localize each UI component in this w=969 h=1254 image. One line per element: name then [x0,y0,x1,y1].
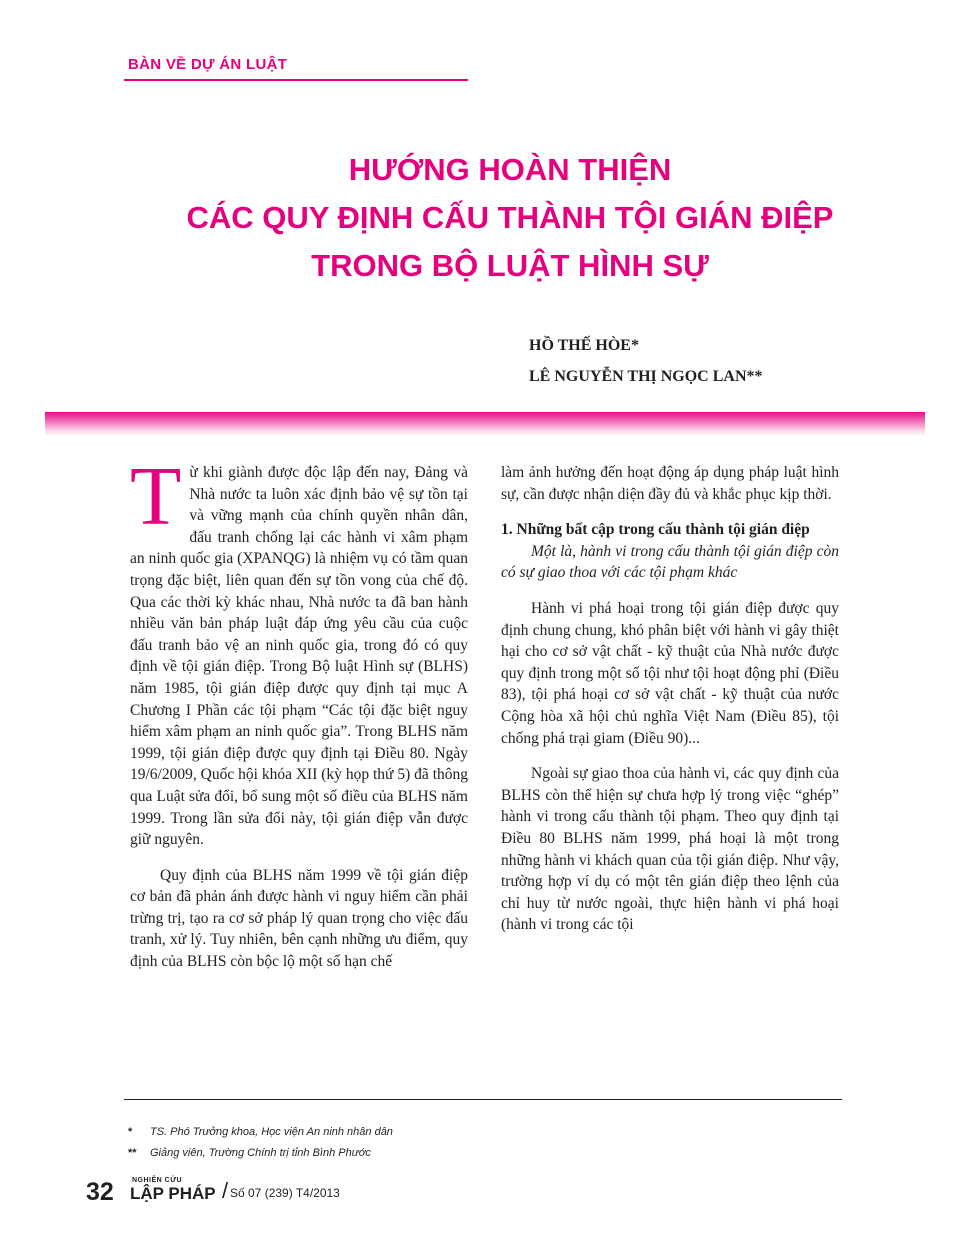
section-heading: 1. Những bất cập trong cấu thành tội gián điệp [501,521,810,539]
title-line-2: CÁC QUY ĐỊNH CẤU THÀNH TỘI GIÁN ĐIỆP [186,200,834,235]
left-column [130,450,468,973]
footnote-mark: ** [128,1147,137,1159]
sub-heading: Một là, hành vi trong cấu thành tội gián điệp còn có sự giao thoa với các tội phạm khác [501,542,839,582]
paragraph: Hành vi phá hoại trong tội gián điệp được quy định chung chung, khó phân biệt với hành vi gây thiệt hại cho cơ sở vật chất - kỹ thuật của Nhà nước được quy định trong một số tội như tội hoạt động phỉ (Điều 83), tội phá hoại cơ sở vật chất - kỹ thuật của nước Cộng hòa xã hội chủ nghĩa Việt Nam (Điều 85), tội chống phá trại giam (Điều 90)... [501,599,839,747]
paragraph: Ngoài sự giao thoa của hành vi, các quy định của BLHS còn thể hiện sự chưa hợp lý trong việc “ghép” hành vi trong cấu thành tội phạm. Theo quy định tại Điều 80 BLHS năm 1999, phá hoại là một trong những hành vi khách quan của tội gián điệp. Như vậy, trường hợp ví dụ có một tên gián điệp theo lệnh của chỉ huy từ nước ngoài, thực hiện hành vi phá hoại (hành vi trong các tội [501,765,839,934]
footnote-2 [128,1143,393,1164]
footnote-text: Giảng viên, Trường Chính trị tỉnh Bình Phước [150,1147,371,1159]
page-number: 32 [86,1178,114,1206]
author-1: HỒ THẾ HÒE* [529,337,639,354]
journal-name: LẬP PHÁP [130,1184,216,1203]
dropcap: T [130,450,182,543]
footnotes [128,1122,393,1164]
title-line-1: HƯỚNG HOÀN THIỆN [348,152,672,187]
title-line-3: TRONG BỘ LUẬT HÌNH SỰ [311,248,709,283]
footnote-text: TS. Phó Trưởng khoa, Học viện An ninh nhân dân [150,1126,393,1138]
article-title [120,146,900,290]
journal-logo [130,1176,216,1203]
author-2: LÊ NGUYỄN THỊ NGỌC LAN** [529,368,763,385]
footnote-1 [128,1122,393,1143]
right-column [501,462,839,936]
footnote-rule [124,1099,842,1100]
authors [529,330,763,392]
issue-info: Số 07 (239) T4/2013 [230,1186,340,1200]
pink-divider-band [45,412,925,436]
paragraph: Quy định của BLHS năm 1999 về tội gián điệp cơ bản đã phản ánh được hành vi nguy hiểm cần phải trừng trị, tạo ra cơ sở pháp lý quan trọng cho việc đấu tranh, xử lý. Tuy nhiên, bên cạnh những ưu điểm, quy định của BLHS còn bộc lộ một số hạn chế [130,866,468,971]
intro-text: ừ khi giành được độc lập đến nay, Đảng và Nhà nước ta luôn xác định bảo vệ sự tồn tại và vững mạnh của chính quyền nhân dân, đấu tranh chống lại các hành vi xâm phạm an ninh quốc gia (XPANQG) là nhiệm vụ có tầm quan trọng đặc biệt, liên quan đến sự tồn vong của chế độ. Qua các thời kỳ khác nhau, Nhà nước ta đã ban hành nhiều văn bản pháp luật đáp ứng yêu cầu của cuộc đấu tranh bảo vệ an ninh quốc gia, trong đó có quy định về tội gián điệp. Trong Bộ luật Hình sự (BLHS) năm 1985, tội gián điệp được quy định tại mục A Chương I Phần các tội phạm “Các tội đặc biệt nguy hiểm xâm phạm an ninh quốc gia”. Trong BLHS năm 1999, tội gián điệp được quy định tại Điều 80. Ngày 19/6/2009, Quốc hội khóa XII (kỳ họp thứ 5) đã thông qua Luật sửa đổi, bổ sung một số điều của BLHS năm 1999. Trong lần sửa đổi này, tội gián điệp vẫn được giữ nguyên. [130,464,468,849]
journal-small-label: NGHIÊN CỨU [132,1177,183,1184]
section-rule [124,79,468,81]
issue-separator: / [222,1178,229,1203]
footnote-mark: * [128,1126,133,1138]
intro-paragraph [130,450,468,851]
section-label: BÀN VỀ DỰ ÁN LUẬT [128,56,288,73]
paragraph: làm ảnh hưởng đến hoạt động áp dụng pháp luật hình sự, cần được nhận diện đầy đủ và khắc phục kịp thời. [501,464,839,503]
